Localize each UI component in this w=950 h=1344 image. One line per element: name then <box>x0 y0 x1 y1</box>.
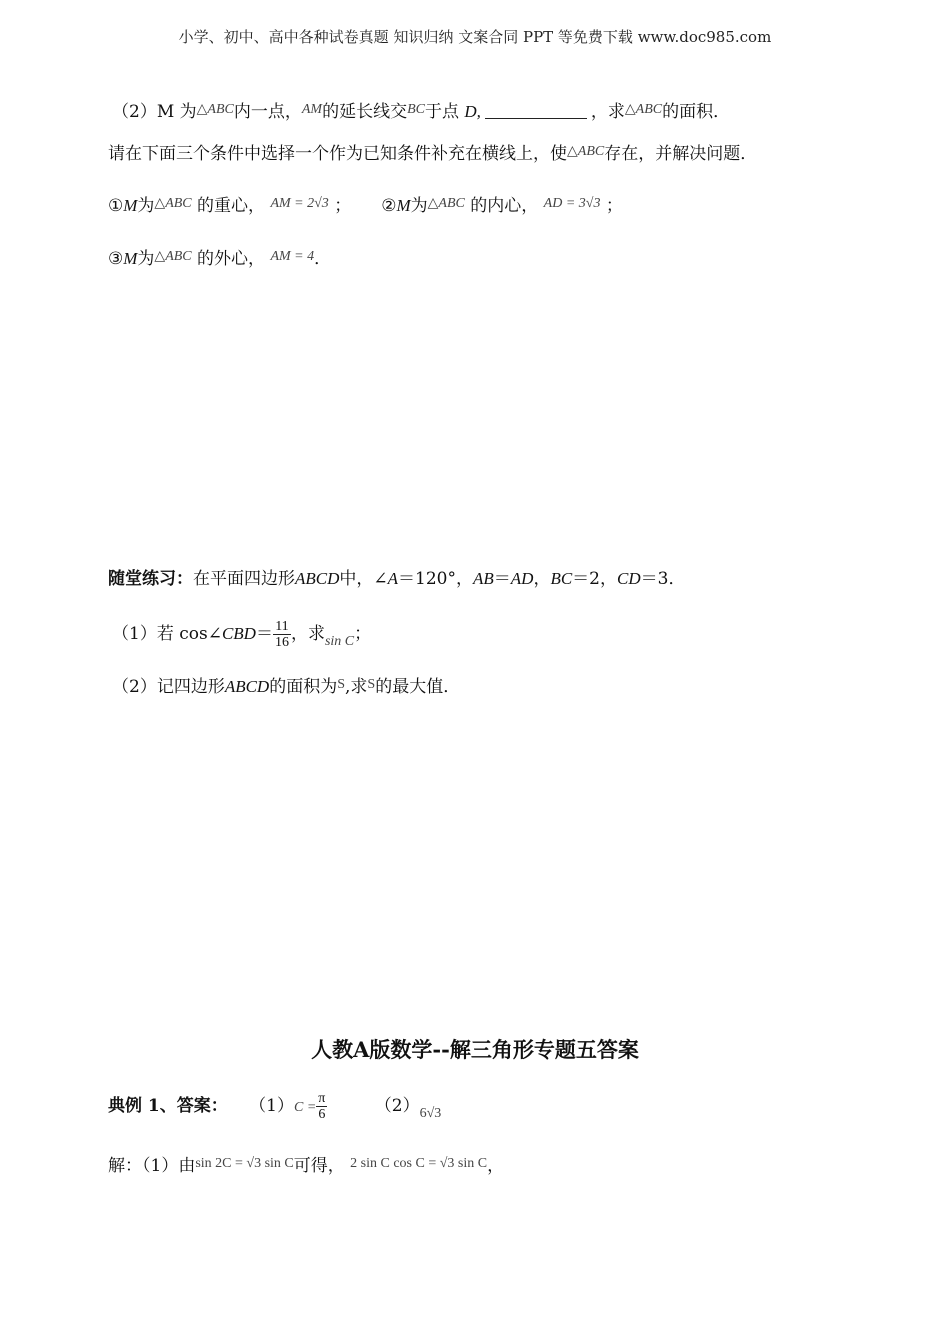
math-triangle: △ABC <box>567 144 605 159</box>
page-header: 小学、初中、高中各种试卷真题 知识归纳 文案合同 PPT 等免费下载 www.doc985.com <box>178 28 772 46</box>
example-label: 典例 1、答案： <box>108 1096 228 1116</box>
text: ，求 <box>590 102 625 122</box>
formula-2sinccosc: 2 sin C cos C = √3 sin C <box>350 1156 488 1171</box>
formula-6sqrt3: 6√3 <box>419 1106 442 1121</box>
text: 为 <box>410 196 428 216</box>
condition-row-2 <box>108 245 331 271</box>
text: ． <box>314 249 332 269</box>
text: ,求 <box>345 677 368 697</box>
text: （2）M 为 <box>112 102 197 122</box>
math-am: AM <box>301 102 323 117</box>
fraction <box>273 619 291 650</box>
text: 的延长线交 <box>322 102 408 122</box>
formula-ad: AD = 3√3 <box>543 196 601 211</box>
text: （2） <box>374 1096 420 1116</box>
math-abcd: ABCD <box>224 677 270 696</box>
text: 的内心， <box>470 196 539 216</box>
point-m: M <box>123 196 138 215</box>
math-abcd: ABCD <box>295 569 340 588</box>
condition-row-1 <box>108 192 623 218</box>
text: （1） <box>249 1096 294 1116</box>
text: （1）若 cos∠ <box>112 624 222 644</box>
fraction-numerator: 11 <box>273 619 291 635</box>
condition-1-number: ① <box>108 196 124 216</box>
example-1-answer <box>108 1091 441 1126</box>
math-ab: AB <box>472 569 494 588</box>
point-d: D, <box>464 102 481 121</box>
formula-c: C = <box>293 1100 317 1115</box>
text: ＝2， <box>572 569 617 589</box>
text: 的外心， <box>197 249 266 269</box>
fraction <box>316 1091 327 1122</box>
math-triangle: △ABC <box>154 196 192 211</box>
math-bc: BC <box>407 102 425 117</box>
math-cd: CD <box>617 569 641 588</box>
formula-sin2c: sin 2C = √3 sin C <box>195 1156 294 1171</box>
math-triangle: △ABC <box>624 102 663 117</box>
text: ＝ <box>493 569 511 589</box>
formula-am: AM = 4 <box>270 249 315 264</box>
text: 的面积为 <box>269 677 338 697</box>
text: 请在下面三个条件中选择一个作为已知条件补充在横线上，使 <box>108 144 567 164</box>
math-bc: BC <box>550 569 573 588</box>
text: ＝ <box>255 624 273 644</box>
question-2-line-2 <box>108 140 757 166</box>
point-m: M <box>396 196 411 215</box>
text: ＝120°， <box>398 569 473 589</box>
text: 内一点， <box>233 102 302 122</box>
text: （2）记四边形 <box>112 677 225 697</box>
text: 在平面四边形 <box>193 569 295 589</box>
math-s: S <box>337 677 346 692</box>
practice-part-2 <box>112 673 460 699</box>
math-cbd: CBD <box>221 624 256 643</box>
math-ad: AD <box>510 569 534 588</box>
answer-title: 人教A版数学--解三角形专题五答案 <box>311 1037 639 1062</box>
practice-label: 随堂练习： <box>108 569 193 589</box>
text: ＝3． <box>640 569 686 589</box>
text: 于点 <box>424 102 459 122</box>
math-a: A <box>387 569 399 588</box>
text: 的面积． <box>662 102 731 122</box>
text: 的重心， <box>197 196 266 216</box>
question-2-line-1 <box>112 98 730 124</box>
condition-2-number: ② <box>381 196 397 216</box>
text: ； <box>354 624 372 644</box>
text: 为 <box>137 196 155 216</box>
text: 为 <box>137 249 155 269</box>
fraction-denominator: 16 <box>274 635 289 650</box>
text: 可得， <box>293 1156 345 1176</box>
practice-part-1 <box>112 619 371 654</box>
solution-line-1 <box>108 1152 504 1178</box>
text: 存在，并解决问题． <box>604 144 758 164</box>
condition-3-number: ③ <box>108 249 124 269</box>
text: 解：（1）由 <box>108 1156 196 1176</box>
text: 的最大值． <box>375 677 461 697</box>
text: ； <box>334 196 352 216</box>
formula-am: AM = 2√3 <box>270 196 329 211</box>
math-triangle: △ABC <box>427 196 465 211</box>
fraction-denominator: 6 <box>318 1107 326 1122</box>
formula-sinc: sin C <box>324 634 355 649</box>
text: ； <box>605 196 623 216</box>
text: 中，∠ <box>339 569 388 589</box>
text: ， <box>487 1156 505 1176</box>
math-triangle: △ABC <box>154 249 192 264</box>
text: ，求 <box>290 624 325 644</box>
math-triangle: △ABC <box>196 102 234 117</box>
practice-stem <box>108 567 685 591</box>
fraction-numerator: π <box>318 1091 326 1106</box>
text: ， <box>533 569 551 589</box>
point-m: M <box>123 249 138 268</box>
math-s: S <box>367 677 376 692</box>
answer-blank <box>485 104 587 119</box>
